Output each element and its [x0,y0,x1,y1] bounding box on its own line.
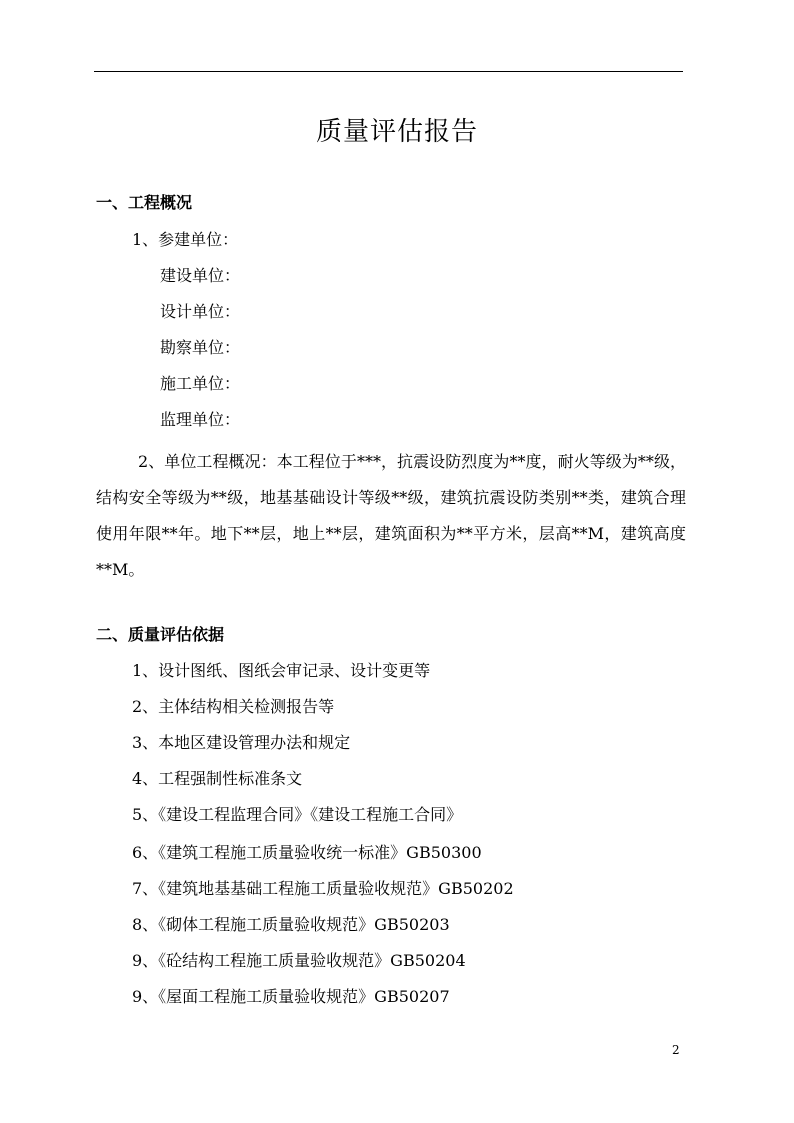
unit-survey: 勘察单位： [160,338,241,357]
basis-item-6: 6、《建筑工程施工质量验收统一标准》GB50300 [132,843,482,862]
unit-construction: 建设单位： [160,266,241,285]
unit-supervision: 监理单位： [160,410,241,429]
project-overview-paragraph: 2、单位工程概况：本工程位于***，抗震设防烈度为**度，耐火等级为**级，结构安全等级为**级，地基基础设计等级**级，建筑抗震设防类别**类，建筑合理使用年限**年。地下**层，地上**层，建筑面积为**平方米，层高**M，建筑高度**M。 [96,452,686,579]
basis-item-9: 9、《砼结构工程施工质量验收规范》GB50204 [132,951,466,970]
page-number: 2 [672,1043,680,1057]
basis-item-10: 9、《屋面工程施工质量验收规范》GB50207 [132,987,450,1006]
basis-item-4: 4、工程强制性标准条文 [132,769,303,788]
header-rule [94,71,683,72]
unit-design: 设计单位： [160,302,241,321]
section-heading-basis: 二、质量评估依据 [96,625,225,644]
basis-item-5: 5、《建设工程监理合同》《建设工程施工合同》 [132,805,463,824]
participating-units-label: 1、参建单位： [132,230,239,249]
basis-item-1: 1、设计图纸、图纸会审记录、设计变更等 [132,661,431,680]
basis-item-2: 2、主体结构相关检测报告等 [132,697,335,716]
basis-item-7: 7、《建筑地基基础工程施工质量验收规范》GB50202 [132,879,514,898]
document-title: 质量评估报告 [315,117,478,147]
basis-item-8: 8、《砌体工程施工质量验收规范》GB50203 [132,915,450,934]
unit-contractor: 施工单位： [160,374,241,393]
section-heading-overview: 一、工程概况 [96,193,193,212]
basis-item-3: 3、本地区建设管理办法和规定 [132,733,351,752]
